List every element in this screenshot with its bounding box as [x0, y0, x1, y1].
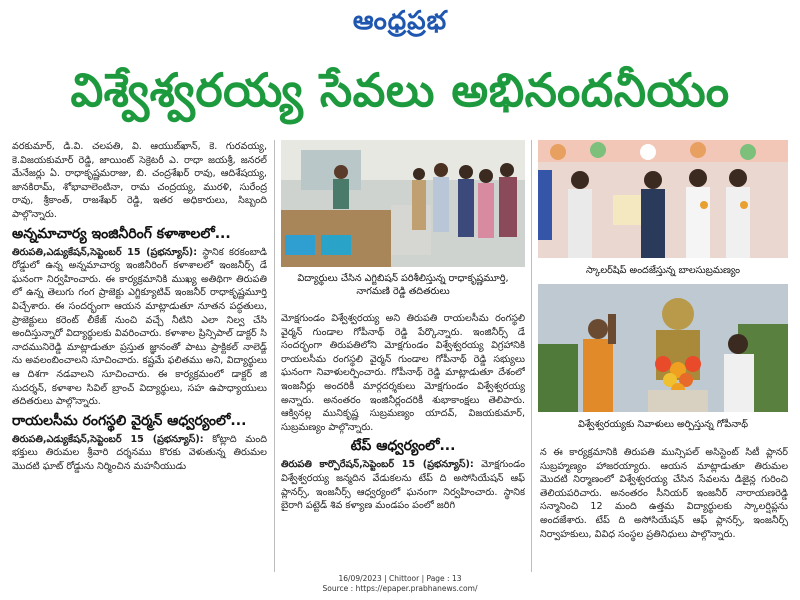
masthead	[0, 4, 800, 44]
page-footer	[0, 574, 800, 594]
footer-source-link[interactable]: Source : https://epaper.prabhanews.com/	[322, 584, 478, 593]
photo-scholarship	[538, 140, 788, 258]
photo-exhibition-image	[281, 140, 525, 267]
article-subhead-tape: టేప్ ఆధ్వర్యంలో...	[350, 438, 456, 455]
article-body: కోట్లాది మంది భక్తులు తిరుమల శ్రీవారి దర్శనము కొరకు వెళుతున్న తిరుమల మొదటి ఘాట్ రోడ్డును నిర్మించిన మహనీయుడు	[12, 433, 267, 472]
footer-date-page: 16/09/2023 | Chittoor | Page : 13	[338, 574, 462, 583]
article-body: న ఈ కార్యక్రమానికి తిరుపతి మున్సిపల్ అసిస్టెంట్ సిటీ ప్లానర్ సుబ్రహ్మణ్యం హాజరయ్యారు. ఆయన మాట్లాడుతూ తిరుమల మొదటి నిర్మాణంలో విశ్వేశ్వరయ్య చేసిన సేవలను డిజైన్ల గురించి తెలియపరిచారు. అనంతరం సీనియర్ ఇంజనీర్ నారాయణరెడ్డి సన్మానించి 12 మంది ఉత్తమ విద్యార్థులకు స్కాలర్షిప్లను అందజేశారు. టేప్ ది అసోసియేషన్ ఆఫ్ ప్లానర్స్, ఇంజనీర్స్ నిర్వాహకులు, వివిధ సంస్థల ప్రతినిధులు పాల్గొన్నారు.	[540, 447, 788, 540]
photo-exhibition-caption: విద్యార్థులు చేసిన ఎగ్జిబిషన్ పరిశీలిస్తున్న రాధాకృష్ణమూర్తి, నాగమణి రెడ్డి తదితరులు	[297, 273, 509, 297]
column-divider	[274, 140, 275, 572]
article-intro: వరకుమార్, డి.వి. చలపతి, వి. ఆయుబ్‌ఖాన్, కె. గురవయ్య, కె.విజయకుమార్ రెడ్డి, జాయింట్ సెక్రెటరీ ఎ. రాధా జయశ్రీ, జనరల్ మేనేజర్లు ఏ. రాధాకృష్ణమరాజు, బి. చంద్రశేఖర్ రావు, ఆదిశేషయ్య, జానకిరామ్, శోభావాలెంటినా, రామ చంద్రయ్య, మురళి, సురేంద్ర రావు, శ్రీకాంత్, రాజశేఖర్ రెడ్డి, ఇతర అధికారులు, సిబ్బంది పాల్గొన్నారు.	[12, 141, 267, 220]
article-paragraph	[281, 458, 525, 512]
photo-statue-caption: విశ్వేశ్వరయ్యకు నివాళులు అర్పిస్తున్న గోపీనాథ్	[578, 419, 748, 430]
photo-scholarship-image	[538, 140, 788, 258]
dateline: తిరుపతి కార్పొరేషన్,సెప్టెంబర్ 15 (ప్రభన్యూస్):	[281, 459, 474, 471]
column-divider	[531, 140, 532, 572]
article-paragraph	[12, 246, 267, 409]
dateline: తిరుపతి,ఎడ్యుకేషన్,సెప్టెంబర్ 15 (ప్రభన్యూస్):	[12, 246, 198, 258]
article-column-right	[540, 446, 788, 572]
article-column-left	[12, 140, 267, 572]
article-column-middle	[281, 312, 525, 572]
article-body: స్థానిక కరకంబాడి రోడ్డులో ఉన్న అన్నమాచార్య ఇంజినీరింగ్ కళాశాలలో ఇంజనీర్స్ డే ఘనంగా నిర్వహించారు. ఈ కార్యక్రమానికి ముఖ్య అతిథిగా తిరుపతి లో ఉన్న తెలుగు గంగ ప్రాజెక్టు ఎగ్జిక్యూటివ్ ఇంజనీర్ రాధాకృష్ణమూర్తి విచ్చేశారు. ఈ సందర్భంగా ఆయన మాట్లాడుతూ నూతన పద్ధతులు, ప్రాజెక్టులు కరెంట్ లీకేజ్ నుంచి వచ్చే నీటిని ఎలా నిల్వ చేసి అందిస్తున్నారో విద్యార్థులకు వివరించారు. కళాశాల ప్రిన్సిపాల్ డాక్టర్ సి నాదమునిరెడ్డి మాట్లాడుతూ ప్రస్తుత జ్ఞానంతో పాటు ప్రాక్టికల్ నాలెడ్జ్ ను అవలంబించాలని సూచించారు. కష్టమే ఫలితము అని, విద్యార్థులు ఆ దిశగా నడవాలని సూచించారు. ఈ కార్యక్రమంలో డాక్టర్ జి సుదర్శన్, కళాశాల సివిల్ బ్రాంచ్ విద్యార్థులు, సహ ఉపాధ్యాయులు తదితరులు పాల్గొన్నారు.	[12, 246, 267, 408]
dateline: తిరుపతి,ఎడ్యుకేషన్,సెప్టెంబర్ 15 (ప్రభన్యూస్):	[12, 433, 204, 445]
photo-statue-tribute	[538, 284, 788, 412]
newspaper-logo: ఆంధ్రప్రభ	[352, 6, 448, 36]
article-body: మోక్షగుండం విశ్వేశ్వరయ్య జన్మదిన వేడుకలను టేప్ ది అసోసియేషన్ ఆఫ్ ప్లానర్స్, ఇంజనీర్స్ ఆధ్వర్యంలో ఘనంగా నిర్వహించారు. స్థానిక బైరాగి పట్టెడ్ శివ కళ్యాణ మండపం పంలో జరిగి	[281, 459, 525, 512]
photo-statue-image	[538, 284, 788, 412]
article-subhead-rayalaseema: రాయలసీమ రంగస్థలి వైర్మన్ ఆధ్వర్యంలో...	[12, 412, 247, 429]
page-headline: విశ్వేశ్వరయ్య సేవలు అభినందనీయం	[70, 63, 730, 117]
article-subhead-annamacharya: అన్నమాచార్య ఇంజినీరింగ్ కళాశాలలో...	[12, 225, 231, 242]
photo-exhibition	[281, 140, 525, 267]
article-paragraph	[12, 433, 267, 474]
photo-scholarship-caption: స్కాలర్‌షిప్ అందజేస్తున్న బాలసుబ్రమణ్యం	[586, 265, 740, 276]
article-body: మోక్షగుండం విశ్వేశ్వరయ్య అని తిరుపతి రాయలసీమ రంగస్థలి వైర్మన్ గుండాల గోపీనాథ్ రెడ్డి పేర్కొన్నారు. ఇంజినీర్స్ డే సందర్భంగా తిరుపతిలోని మోక్షగుండం విశ్వేశ్వరయ్య విగ్రహానికి రాయలసీమ రంగస్థలి వైర్మన్ గుండాల గోపీనాథ్ రెడ్డి సభ్యులు ఘనంగా నివాళులర్పించారు. గోపీనాథ్ రెడ్డి మాట్లాడుతూ దేశంలో ఇంజనీర్లు అందరికీ మార్గదర్శకులు మోక్షగుండం విశ్వేశ్వరయ్య అన్నారు. అనంతరం ఇంజినీర్లందరికీ శుభాకాంక్షలు తెలిపారు. ఆక్వినల్ల మునికృష్ణ సుబ్రమణ్యం యాదవ్, విజయకుమార్, సుబ్రమణ్యం పాల్గొన్నారు.	[281, 313, 525, 433]
